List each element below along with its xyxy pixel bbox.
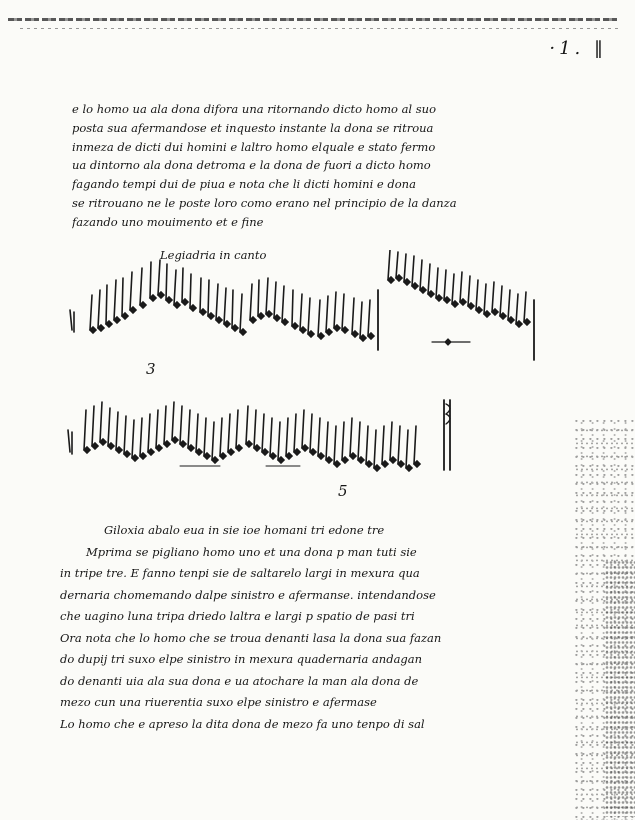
text-line: do denanti uia ala sua dona e ua atochare la man ala dona de — [60, 673, 419, 688]
paper-speckle-edge — [605, 560, 635, 817]
top-rule — [8, 18, 618, 21]
text-line: do dupij tri suxo elpe sinistro in mexura quadernaria andagan — [60, 652, 423, 666]
giloxia-dance-text — [60, 520, 540, 735]
text-line: Ora nota che lo homo che se troua denanti lasa la dona sua fazan — [60, 630, 442, 645]
section-numeral-five: 5 — [338, 482, 348, 500]
text-line: e lo homo ua ala dona difora una ritornando dicto homo al suo — [72, 102, 436, 116]
text-line: dernaria chomemando dalpe sinistro e afermanse. intendandose — [60, 587, 436, 602]
text-line: fazando uno mouimento et e fine — [72, 214, 264, 229]
text-line: in tripe tre. E fanno tenpi sie de saltarelo largi in mexura qua — [60, 566, 420, 580]
text-line: se ritrouano ne le poste loro como erano nel principio de la danza — [72, 195, 457, 210]
text-line: Mprima se pigliano homo uno et una dona p man tuti sie — [86, 544, 417, 559]
dance-description-text — [72, 100, 542, 232]
music-staff-2 — [60, 390, 480, 480]
text-line: che uagino luna tripa driedo laltra e largi p spatio de pasi tri — [60, 609, 415, 623]
text-line: posta sua afermandose et inquesto instante la dona se ritroua — [72, 120, 434, 135]
text-line: mezo cun una riuerentia suxo elpe sinistro e afermase — [60, 695, 377, 709]
music-staff-1 — [60, 250, 560, 380]
text-line: Lo homo che e apreso la dita dona de mezo fa uno tenpo di sal — [60, 716, 425, 731]
text-line: fagando tempi dui de piua e nota che li dicti homini e dona — [72, 177, 416, 192]
dance-heading: Giloxia abalo eua in sie ioe homani tri edone tre — [104, 523, 385, 537]
section-numeral-three: 3 — [146, 360, 156, 378]
top-rule-secondary — [20, 28, 620, 29]
text-line: ua dintorno ala dona detroma e la dona de fuori a dicto homo — [72, 158, 431, 173]
music-title: Legiadria in canto — [160, 248, 267, 262]
music-notes-2 — [60, 390, 480, 480]
folio-number: ·1. ‖ — [549, 38, 607, 59]
text-line: inmeza de dicti dui homini e laltro homo elquale e stato fermo — [72, 139, 436, 154]
music-notes-1 — [60, 250, 560, 380]
